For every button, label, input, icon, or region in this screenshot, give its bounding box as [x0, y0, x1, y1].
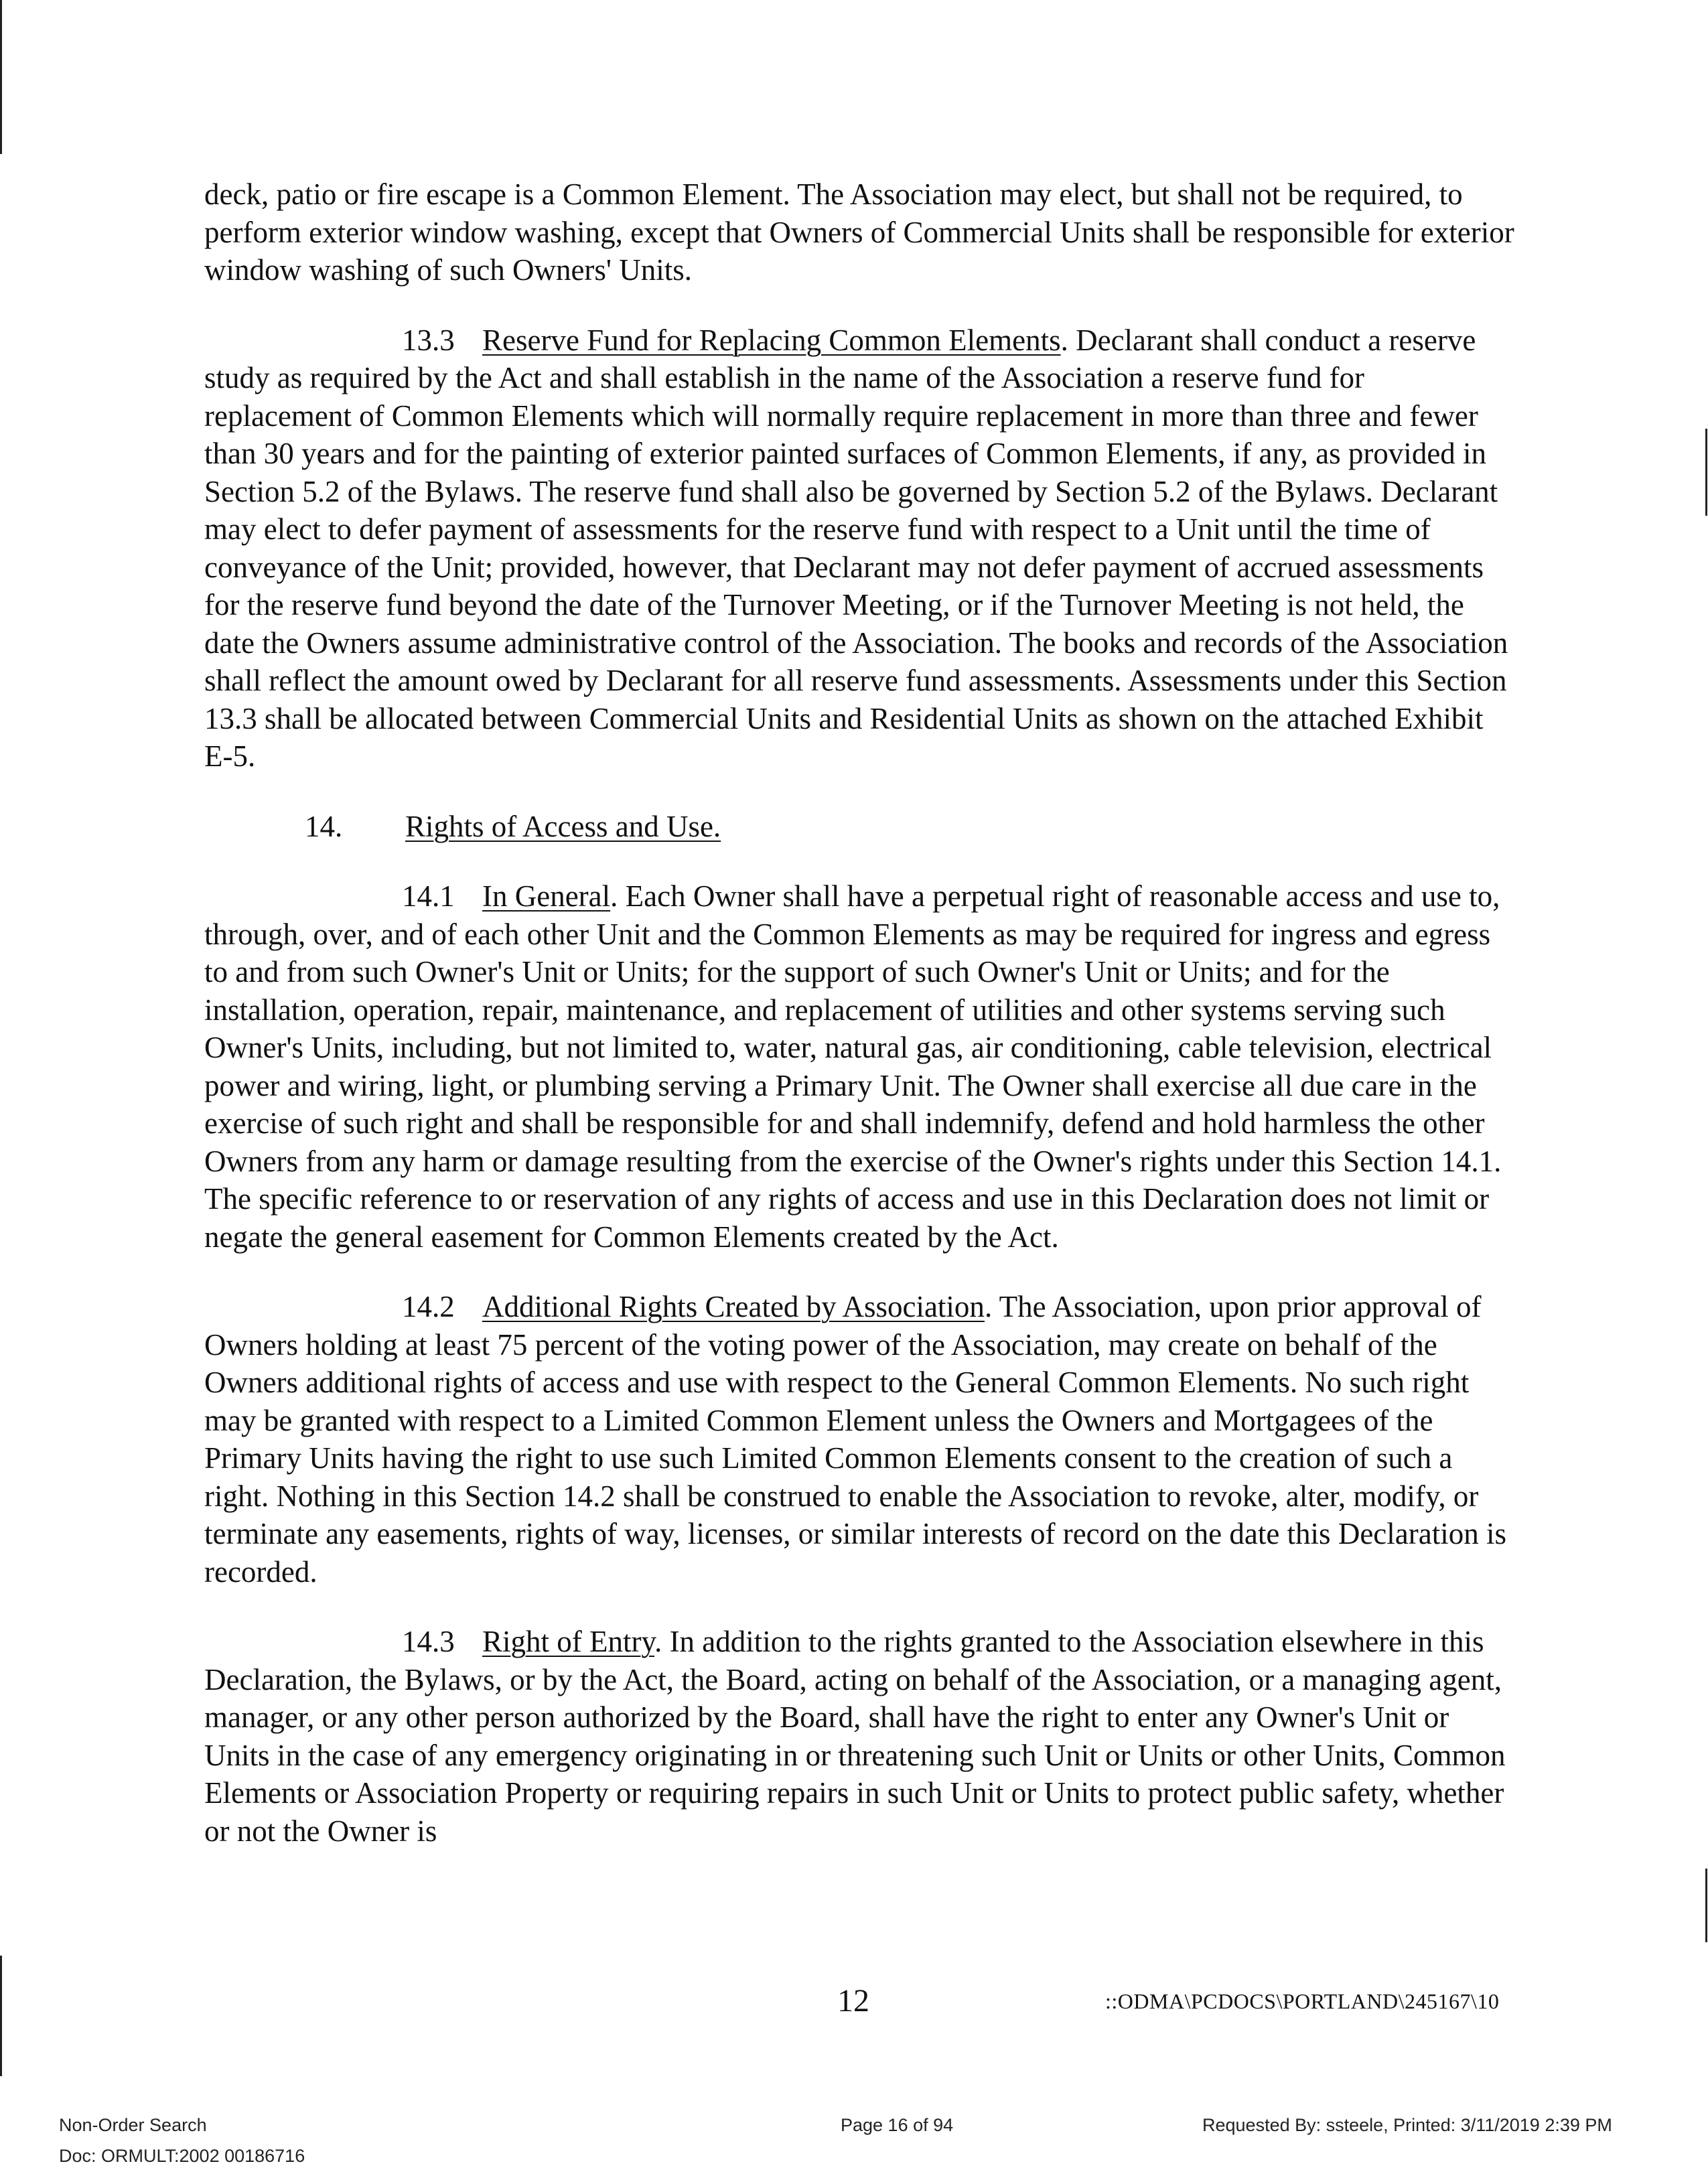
- section-title: Additional Rights Created by Association: [482, 1290, 985, 1323]
- left-edge-line-top: [0, 0, 2, 154]
- section-number: 13.3: [402, 323, 455, 357]
- stamp-page-count: Page 16 of 94: [841, 2115, 954, 2135]
- continuation-paragraph: deck, patio or fire escape is a Common Element. The Association may elect, but shall not be required, to perform exterior window washing, except that Owners of Commercial Units shall be responsible for exterior window washing of such Owners' Units.: [204, 177, 1514, 287]
- right-edge-line-2: [1705, 1869, 1707, 1942]
- section-13-3: [204, 321, 1517, 776]
- section-number: 14.2: [402, 1290, 455, 1323]
- stamp-left-line1: Non-Order Search: [59, 2115, 207, 2135]
- stamp-left-line2: Doc: ORMULT:2002 00186716: [59, 2146, 305, 2166]
- document-path: ::ODMA\PCDOCS\PORTLAND\245167\10: [1105, 1989, 1500, 2013]
- page-number: 12: [837, 1983, 869, 2019]
- section-title: In General: [482, 879, 611, 913]
- section-number: 14.: [305, 809, 343, 843]
- section-number: 14.1: [402, 879, 455, 913]
- section-number: 14.3: [402, 1625, 455, 1658]
- document-body: [204, 175, 1517, 1882]
- section-14-2: [204, 1288, 1517, 1591]
- section-text: . In addition to the rights granted to the Association elsewhere in this Declaration, the Bylaws, or by the Act, the Board, acting on behalf of the Association, or a managing agent, manager, or any other person authorized by the Board, shall have the right to enter any Owner's Unit or Units in the case of any emergency originating in or threatening such Unit or Units or other Units, Common Elements or Association Property or requiring repairs in such Unit or Units to protect public safety, whether or not the Owner is: [204, 1625, 1506, 1848]
- section-text: . The Association, upon prior approval of Owners holding at least 75 percent of the voting power of the Association, may create on behalf of the Owners additional rights of access and use with respect to the General Common Elements. No such right may be granted with respect to a Limited Common Element unless the Owners and Mortgagees of the Primary Units having the right to use such Limited Common Elements consent to the creation of such a right. Nothing in this Section 14.2 shall be construed to enable the Association to revoke, alter, modify, or terminate any easements, rights of way, licenses, or similar interests of record on the date this Declaration is recorded.: [204, 1290, 1506, 1589]
- left-edge-line-bottom: [0, 1956, 2, 2076]
- section-14-heading: [204, 808, 1517, 846]
- section-title: Rights of Access and Use.: [405, 809, 721, 843]
- section-text: . Each Owner shall have a perpetual right of reasonable access and use to, through, over, and of each other Unit and the Common Elements as may be required for ingress and egress to and from such Owner's Unit or Units; for the support of such Owner's Unit or Units; and for the installation, operation, repair, maintenance, and replacement of utilities and other systems serving such Owner's Units, including, but not limited to, water, natural gas, air conditioning, cable television, electrical power and wiring, light, or plumbing serving a Primary Unit. The Owner shall exercise all due care in the exercise of such right and shall be responsible for and shall indemnify, defend and hold harmless the other Owners from any harm or damage resulting from the exercise of the Owner's rights under this Section 14.1. The specific reference to or reservation of any rights of access and use in this Declaration does not limit or negate the general easement for Common Elements created by the Act.: [204, 879, 1502, 1254]
- stamp-requested-by: Requested By: ssteele, Printed: 3/11/2019 2:39 PM: [1202, 2115, 1612, 2135]
- section-text: . Declarant shall conduct a reserve study as required by the Act and shall establish in the name of the Association a reserve fund for replacement of Common Elements which will normally require replacement in more than three and fewer than 30 years and for the painting of exterior painted surfaces of Common Elements, if any, as provided in Section 5.2 of the Bylaws. The reserve fund shall also be governed by Section 5.2 of the Bylaws. Declarant may elect to defer payment of assessments for the reserve fund with respect to a Unit until the time of conveyance of the Unit; provided, however, that Declarant may not defer payment of accrued assessments for the reserve fund beyond the date of the Turnover Meeting, or if the Turnover Meeting is not held, the date the Owners assume administrative control of the Association. The books and records of the Association shall reflect the amount owed by Declarant for all reserve fund assessments. Assessments under this Section 13.3 shall be allocated between Commercial Units and Residential Units as shown on the attached Exhibit E-5.: [204, 323, 1508, 773]
- section-14-1: [204, 877, 1517, 1256]
- section-title: Right of Entry: [482, 1625, 655, 1658]
- right-edge-line: [1705, 429, 1707, 516]
- section-title: Reserve Fund for Replacing Common Elements: [482, 323, 1061, 357]
- section-14-3: [204, 1623, 1517, 1850]
